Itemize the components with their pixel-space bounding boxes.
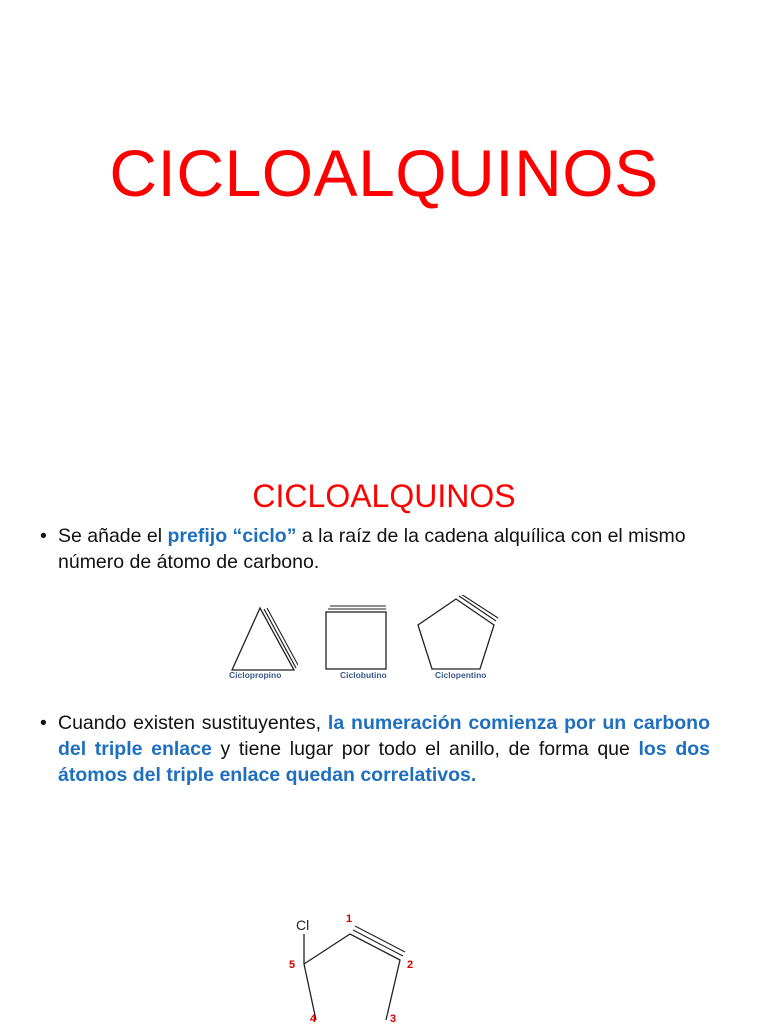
carbon-number: 5 [289, 959, 296, 971]
bullet-marker: • [40, 525, 47, 547]
bullet-numbering-rule [40, 710, 711, 788]
bullet-highlight: prefijo “ciclo” [167, 525, 297, 547]
slide-1 [0, 0, 768, 420]
bullet-text: Se añade el [58, 525, 168, 547]
carbon-number: 4 [310, 1013, 317, 1024]
bullet-text: a la raíz de la cadena alquílica con el mismo número de átomo de carbono. [58, 525, 686, 573]
bullet-text: y tiene lugar por todo el anillo, de forma que [211, 738, 639, 760]
carbon-number: 3 [390, 1013, 397, 1024]
numbered-cyclopentyne-example [280, 908, 420, 1024]
structure-label: Ciclopropino [229, 670, 282, 680]
substituent-label: Cl [296, 917, 310, 933]
bullet-highlight: la numeración comienza por un carbono del triple enlace [58, 712, 711, 760]
bullet-text: Cuando existen sustituyentes, [58, 712, 328, 734]
slide-title: CICLOALQUINOS [252, 478, 516, 514]
cyclobutyne-structure [322, 604, 390, 672]
bullet-marker: • [40, 712, 47, 734]
structure-label: Ciclobutino [340, 670, 387, 680]
carbon-number: 1 [346, 913, 353, 925]
structure-label: Ciclopentino [435, 670, 487, 680]
bullet-highlight: los dos átomos del triple enlace quedan correlativos. [58, 738, 710, 786]
bullet-prefix-rule [40, 523, 710, 575]
carbon-number: 2 [407, 959, 414, 971]
slide-2 [0, 420, 768, 1024]
cyclopentyne-structure [414, 595, 500, 675]
cyclopropyne-structure [228, 605, 298, 675]
slide-title: CICLOALQUINOS [109, 136, 659, 210]
